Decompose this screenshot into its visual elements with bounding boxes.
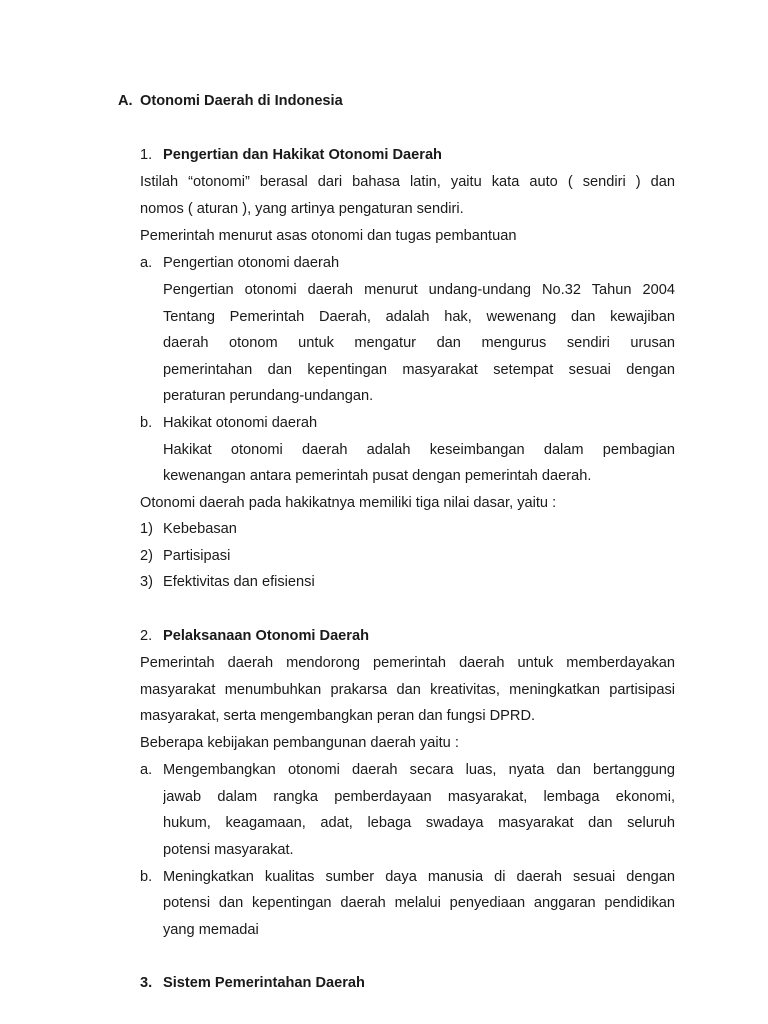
item-a-line: peraturan perundang-undangan. [163, 388, 374, 404]
item-b-marker: b. [140, 415, 153, 431]
value-text: Kebebasan [163, 521, 237, 537]
item-a-line: Pengertian otonomi daerah menurut undang-undang No.32 Tahun 2004 [163, 282, 675, 298]
section-1-intro-line: Istilah “otonomi” berasal dari bahasa latin, yaitu kata auto ( sendiri ) dan [140, 174, 675, 190]
item-a-line: Tentang Pemerintah Daerah, adalah hak, wewenang dan kewajiban [163, 309, 675, 325]
section-3-marker: 3. [140, 975, 153, 991]
policy-a-line: Mengembangkan otonomi daerah secara luas, nyata dan bertanggung [163, 762, 675, 778]
item-b-line: kewenangan antara pemerintah pusat dengan pemerintah daerah. [163, 468, 592, 484]
item-a-title: Pengertian otonomi daerah [163, 255, 340, 271]
value-marker: 1) [140, 521, 153, 537]
value-text: Partisipasi [163, 548, 231, 564]
item-b-line: Hakikat otonomi daerah adalah keseimbangan dalam pembagian [163, 442, 675, 458]
policy-b-line: Meningkatkan kualitas sumber daya manusia di daerah sesuai dengan [163, 869, 675, 885]
section-1-intro-line: nomos ( aturan ), yang artinya pengaturan sendiri. [140, 201, 464, 217]
section-3-title: Sistem Pemerintahan Daerah [163, 975, 365, 991]
section-1-marker: 1. [140, 147, 153, 163]
policy-b-line: yang memadai [163, 922, 259, 938]
policy-a-line: hukum, keagamaan, adat, lebaga swadaya masyarakat dan seluruh [163, 815, 675, 831]
policies-intro: Beberapa kebijakan pembangunan daerah yaitu : [140, 735, 459, 751]
section-2-intro-line: masyarakat menumbuhkan prakarsa dan kreativitas, meningkatkan partisipasi [140, 682, 675, 698]
item-a-line: daerah otonom untuk mengatur dan mengurus sendiri urusan [163, 335, 675, 351]
policy-b-marker: b. [140, 869, 153, 885]
value-marker: 2) [140, 548, 153, 564]
value-text: Efektivitas dan efisiensi [163, 574, 315, 590]
item-a-line: pemerintahan dan kepentingan masyarakat setempat sesuai dengan [163, 362, 675, 378]
values-intro: Otonomi daerah pada hakikatnya memiliki tiga nilai dasar, yaitu : [140, 495, 557, 511]
policy-a-line: jawab dalam rangka pemberdayaan masyarakat, lembaga ekonomi, [163, 789, 675, 805]
section-2-intro-line: Pemerintah daerah mendorong pemerintah daerah untuk memberdayakan [140, 655, 675, 671]
section-2-intro-line: masyarakat, serta mengembangkan peran dan fungsi DPRD. [140, 708, 536, 724]
heading-marker: A. [118, 93, 133, 109]
section-1-intro-line: Pemerintah menurut asas otonomi dan tugas pembantuan [140, 228, 517, 244]
item-b-title: Hakikat otonomi daerah [163, 415, 318, 431]
section-2-marker: 2. [140, 628, 153, 644]
value-marker: 3) [140, 574, 153, 590]
policy-b-line: potensi dan kepentingan daerah melalui penyediaan anggaran pendidikan [163, 895, 675, 911]
policy-a-line: potensi masyarakat. [163, 842, 294, 858]
heading-title: Otonomi Daerah di Indonesia [140, 93, 343, 109]
section-1-title: Pengertian dan Hakikat Otonomi Daerah [163, 147, 442, 163]
policy-a-marker: a. [140, 762, 153, 778]
item-a-marker: a. [140, 255, 153, 271]
section-2-title: Pelaksanaan Otonomi Daerah [163, 628, 370, 644]
